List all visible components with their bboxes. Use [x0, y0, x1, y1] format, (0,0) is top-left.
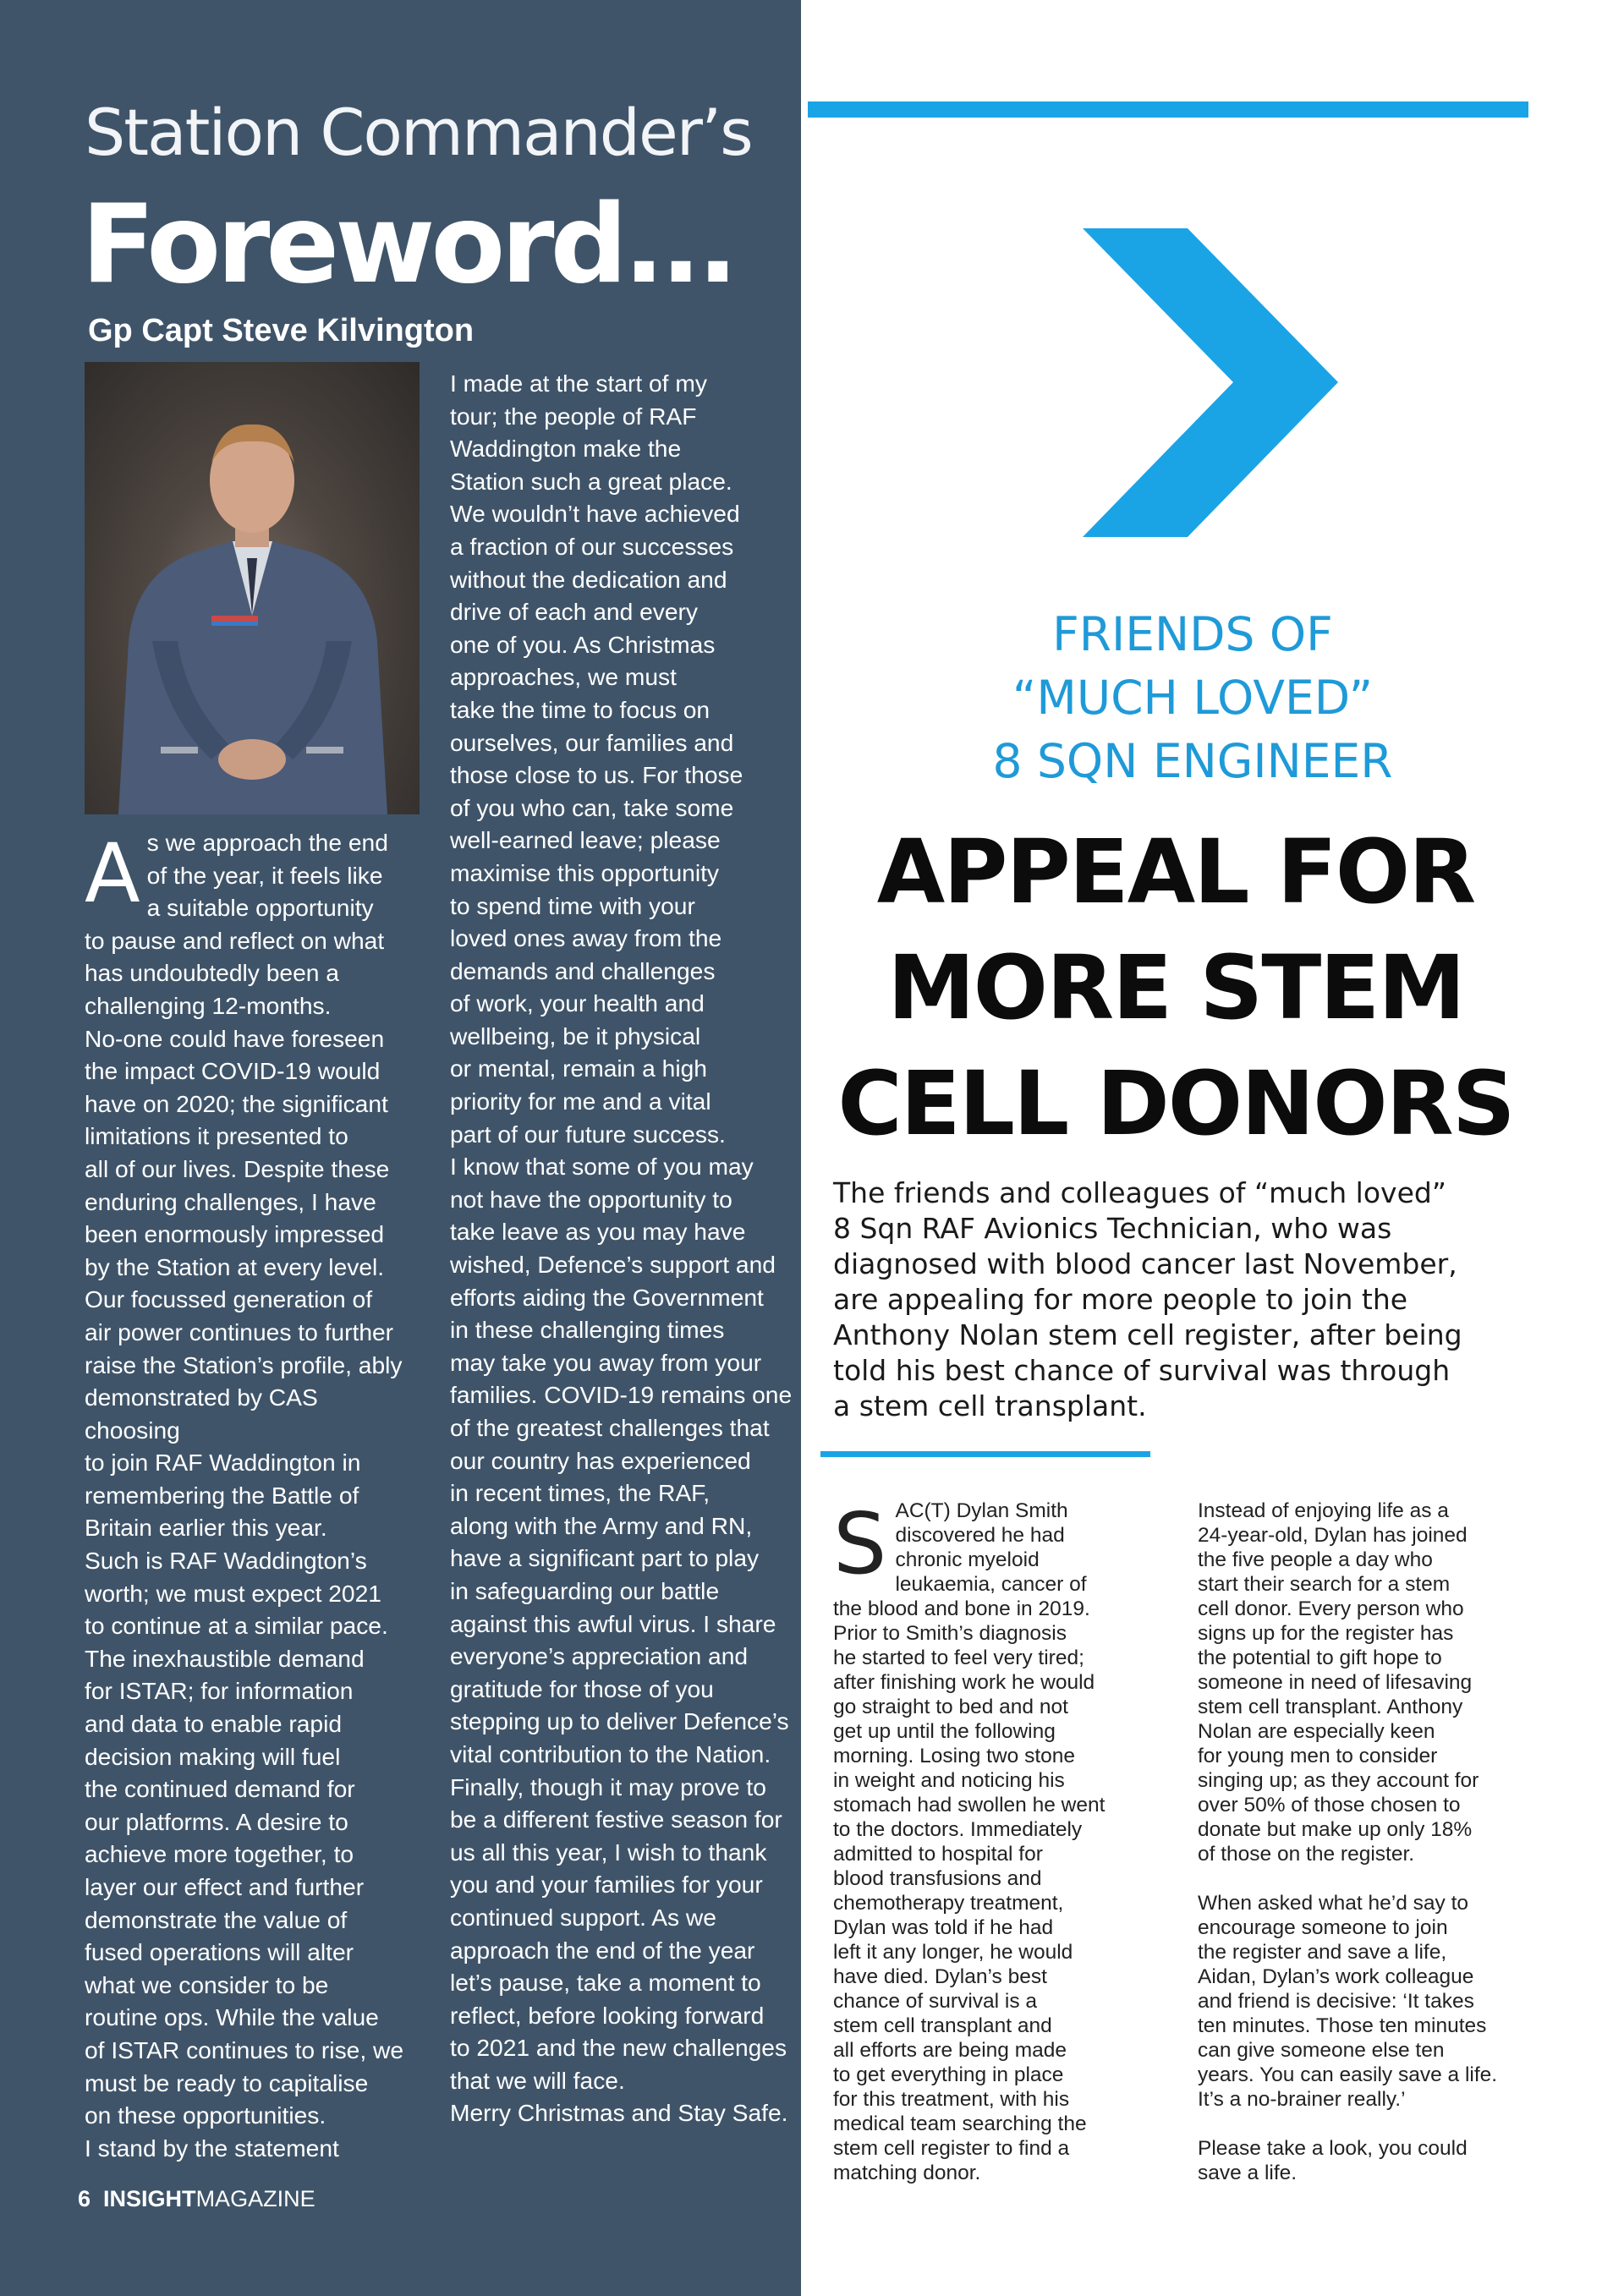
brand-light: MAGAZINE	[195, 2186, 315, 2211]
article-kicker: FRIENDS OF “MUCH LOVED” 8 SQN ENGINEER	[992, 607, 1393, 788]
article-column-2	[1198, 1499, 1511, 2185]
page-number: 6	[78, 2186, 91, 2211]
article-paragraph-2: When asked what he’d say to encourage someone to join the register and save a life, Aidan, Dylan’s work colleague and friend is decisive: ‘It takes ten minutes. Those ten minutes can give someone else ten years. You can easily save a life. It’s a no-brainer really.’	[1198, 1892, 1498, 2111]
article-column-1	[833, 1494, 1142, 2185]
article-column-1-text: AC(T) Dylan Smith discovered he had chronic myeloid leukaemia, cancer of the blood and bone in 2019. Prior to Smith’s diagnosis he started to feel very tired; after finishing work he would go straight to bed and not get up until the following morning. Losing two stone in weight and noticing his stomach had swollen he went to the doctors. Immediately admitted to hospital for blood transfusions and chemotherapy treatment, Dylan was told if he had left it any longer, he would have died. Dylan’s best chance of survival is a stem cell transplant and all efforts are being made to get everything in place for this treatment, with his medical team searching the stem cell register to find a matching donor.	[833, 1499, 1106, 2184]
article-intro: The friends and colleagues of “much loved” 8 Sqn RAF Avionics Technician, who was diagnosed with blood cancer last November, are appealing for more people to join the Anthony Nolan stem cell register, after being told his best chance of survival was through a stem cell transplant.	[833, 1176, 1462, 1422]
article-headline: APPEAL FOR MORE STEM CELL DONORS	[837, 820, 1514, 1155]
foreword-panel	[0, 0, 801, 2296]
article-dropcap: S	[833, 1494, 887, 1593]
article-paragraph-3: Please take a look, you could save a life.	[1198, 2137, 1468, 2184]
top-accent-bar	[808, 101, 1528, 118]
foreword-title: Foreword...	[81, 182, 734, 308]
foreword-column-1-text: s we approach the end of the year, it feels like a suitable opportunity to pause and reflect on what has undoubtedly been a challenging 12-months. No-one could have foreseen the impact COVID-19 would have on 2020; the significant limitations it presented to all of our lives. Despite these enduring challenges, I have been enormously impressed by the Station at every level. Our focussed generation of air power continues to further raise the Station’s profile, ably demonstrated by CAS choosing to join RAF Waddington in remembering the Battle of Britain earlier this year. Such is RAF Waddington’s worth; we must expect 2021 to continue at a similar pace. The inexhaustible demand for ISTAR; for information and data to enable rapid decision making will fuel the continued demand for our platforms. A desire to achieve more together, to layer our effect and further demonstrate the value of fused operations will alter what we consider to be routine ops. While the value of ISTAR continues to rise, we must be ready to capitalise on these opportunities. I stand by the statement	[85, 829, 404, 2162]
foreword-column-2	[450, 367, 797, 2129]
foreword-dropcap: A	[85, 826, 140, 921]
chevron-right-icon	[1083, 228, 1338, 537]
foreword-kicker: Station Commander’s	[85, 95, 752, 170]
foreword-column-2-text: I made at the start of my tour; the people of RAF Waddington make the Station such a great place. We wouldn’t have achieved a fraction of our successes without the dedication and drive of each and every one of you. As Christmas approaches, we must take the time to focus on ourselves, our families and those close to us. For those of you who can, take some well-earned leave; please maximise this opportunity to spend time with your loved ones away from the demands and challenges of work, your health and wellbeing, be it physical or mental, remain a high priority for me and a vital part of our future success. I know that some of you may not have the opportunity to take leave as you may have wished, Defence’s support and efforts aiding the Government in these challenging times may take you away from your families. COVID-19 remains one of the greatest challenges that our country has experienced in recent times, the RAF, along with the Army and RN, have a significant part to play in safeguarding our battle against this awful virus. I share everyone’s appreciation and gratitude for those of you stepping up to deliver Defence’s vital contribution to the Nation. Finally, though it may prove to be a different festive season for us all this year, I wish to thank you and your families for your continued support. As we approach the end of the year let’s pause, take a moment to reflect, before looking forward to 2021 and the new challenges that we will face. Merry Christmas and Stay Safe.	[450, 370, 793, 2127]
brand-bold: INSIGHT	[103, 2186, 196, 2211]
page-footer	[78, 2186, 315, 2212]
article-paragraph-1: Instead of enjoying life as a 24-year-old, Dylan has joined the five people a day who start their search for a stem cell donor. Every person who signs up for the register has the potential to gift hope to someone in need of lifesaving stem cell transplant. Anthony Nolan are especially keen for young men to consider singing up; as they account for over 50% of those chosen to donate but make up only 18% of those on the register.	[1198, 1499, 1479, 1866]
commander-portrait	[85, 362, 420, 814]
commander-portrait-figure	[85, 362, 420, 814]
mid-accent-bar	[820, 1451, 1150, 1457]
foreword-column-1	[85, 826, 419, 2164]
foreword-byline: Gp Capt Steve Kilvington	[88, 313, 475, 348]
